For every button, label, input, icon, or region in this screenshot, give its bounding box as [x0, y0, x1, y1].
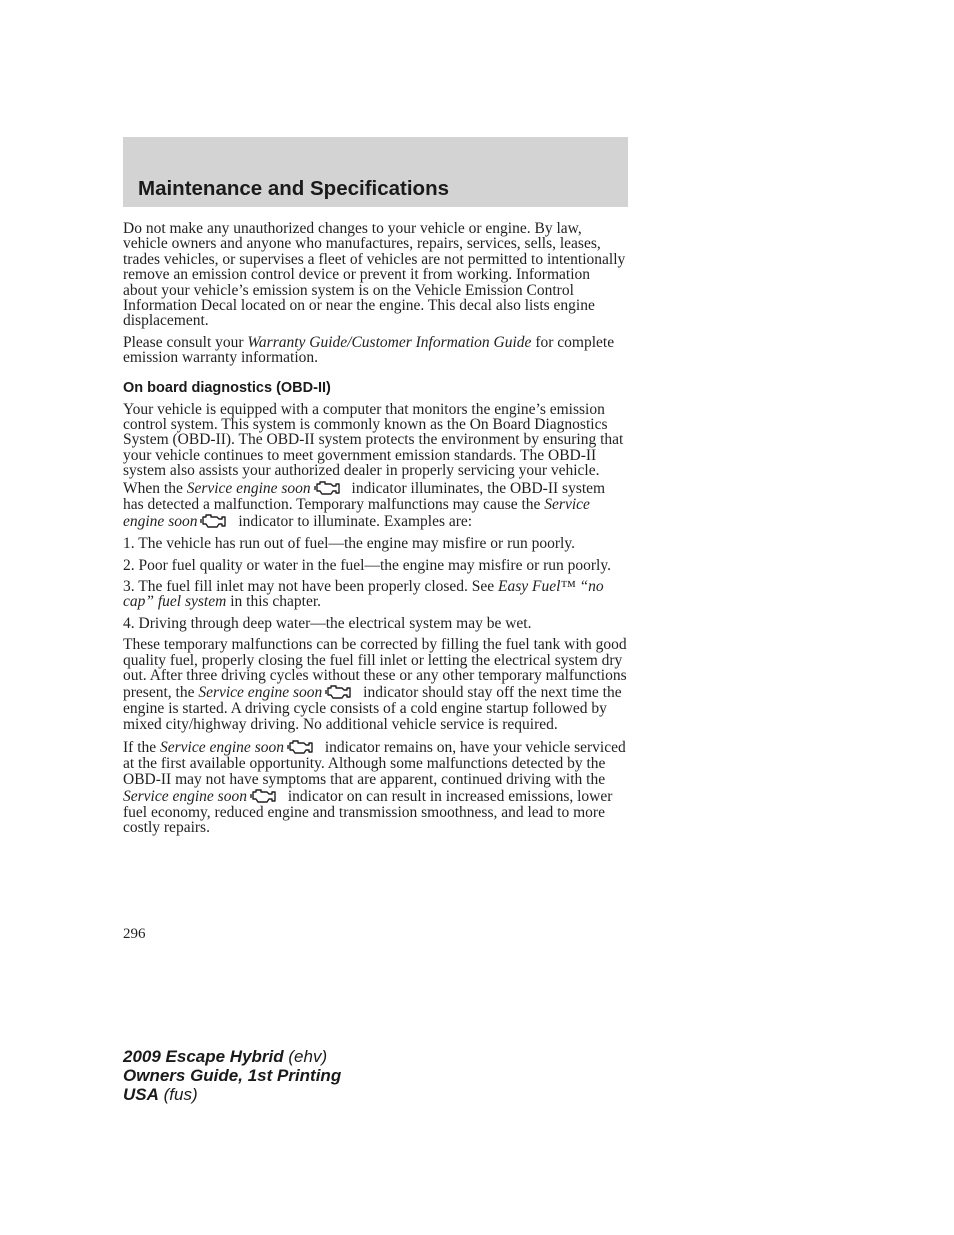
engine-icon — [287, 738, 315, 756]
engine-icon — [250, 787, 278, 805]
footer-line-model: 2009 Escape Hybrid (ehv) — [123, 1047, 328, 1066]
paragraph-indicator-remains-on: If the Service engine soon indicator remains on, have your vehicle serviced at the first available opportunity. Although some malfunctions detected by the OBD-II may not have symptoms that are apparent, continued driving with the Service engine soon indicator on can result in increased emissions, lower fuel economy, reduced engine and transmission smoothness, and lead to more costly repairs. — [123, 739, 626, 837]
section-header-band — [123, 137, 628, 207]
footer-line-printing: Owners Guide, 1st Printing — [123, 1066, 342, 1085]
page-content — [123, 221, 628, 842]
list-item: 3. The fuel fill inlet may not have been properly closed. See Easy Fuel™ “no cap” fuel system in this chapter. — [123, 577, 604, 611]
engine-icon — [314, 479, 342, 497]
paragraph-obd-intro: Your vehicle is equipped with a computer that monitors the engine’s emission control system. This system is commonly known as the On Board Diagnostics System (OBD-II). The OBD-II system protects the environment by ensuring that your vehicle continues to meet government emission standards. The OBD-II system also assists your authorized dealer in properly servicing your vehicle. When the Service engine soon indicator illuminates, the OBD-II system has detected a malfunction. Temporary malfunctions may cause the Service engine soon indicator to illuminate. Examples are: — [123, 400, 624, 531]
document-footer — [123, 1047, 341, 1104]
paragraph-warranty: Please consult your Warranty Guide/Customer Information Guide for complete emission warranty information. — [123, 333, 615, 367]
page-title: Maintenance and Specifications — [138, 177, 449, 200]
engine-icon — [325, 683, 353, 701]
page-number: 296 — [123, 926, 146, 942]
list-item: 1. The vehicle has run out of fuel—the engine may misfire or run poorly. — [123, 535, 575, 553]
list-item: 4. Driving through deep water—the electrical system may be wet. — [123, 614, 532, 632]
engine-icon — [200, 512, 228, 530]
footer-line-region: USA (fus) — [123, 1085, 198, 1104]
section-heading-obd: On board diagnostics (OBD-II) — [123, 379, 331, 396]
paragraph-emission-changes: Do not make any unauthorized changes to your vehicle or engine. By law, vehicle owners and anyone who manufactures, repairs, services, sells, leases, trades vehicles, or supervises a fleet of vehicles are not permitted to intentionally remove an emission control device or prevent it from working. Information about your vehicle’s emission system is on the Vehicle Emission Control Information Decal located on or near the engine. This decal also lists engine displacement. — [123, 220, 626, 330]
examples-list — [123, 536, 628, 631]
list-item: 2. Poor fuel quality or water in the fuel—the engine may misfire or run poorly. — [123, 556, 611, 574]
paragraph-temporary-malfunctions: These temporary malfunctions can be corrected by filling the fuel tank with good quality fuel, properly closing the fuel fill inlet or letting the electrical system dry out. After three driving cycles without these or any other temporary malfunctions present, the Service engine soon indicator should stay off the next time the engine is started. A driving cycle consists of a cold engine startup followed by mixed city/highway driving. No additional vehicle service is required. — [123, 636, 627, 733]
warranty-guide-title: Warranty Guide/Customer Information Guide — [247, 333, 532, 351]
